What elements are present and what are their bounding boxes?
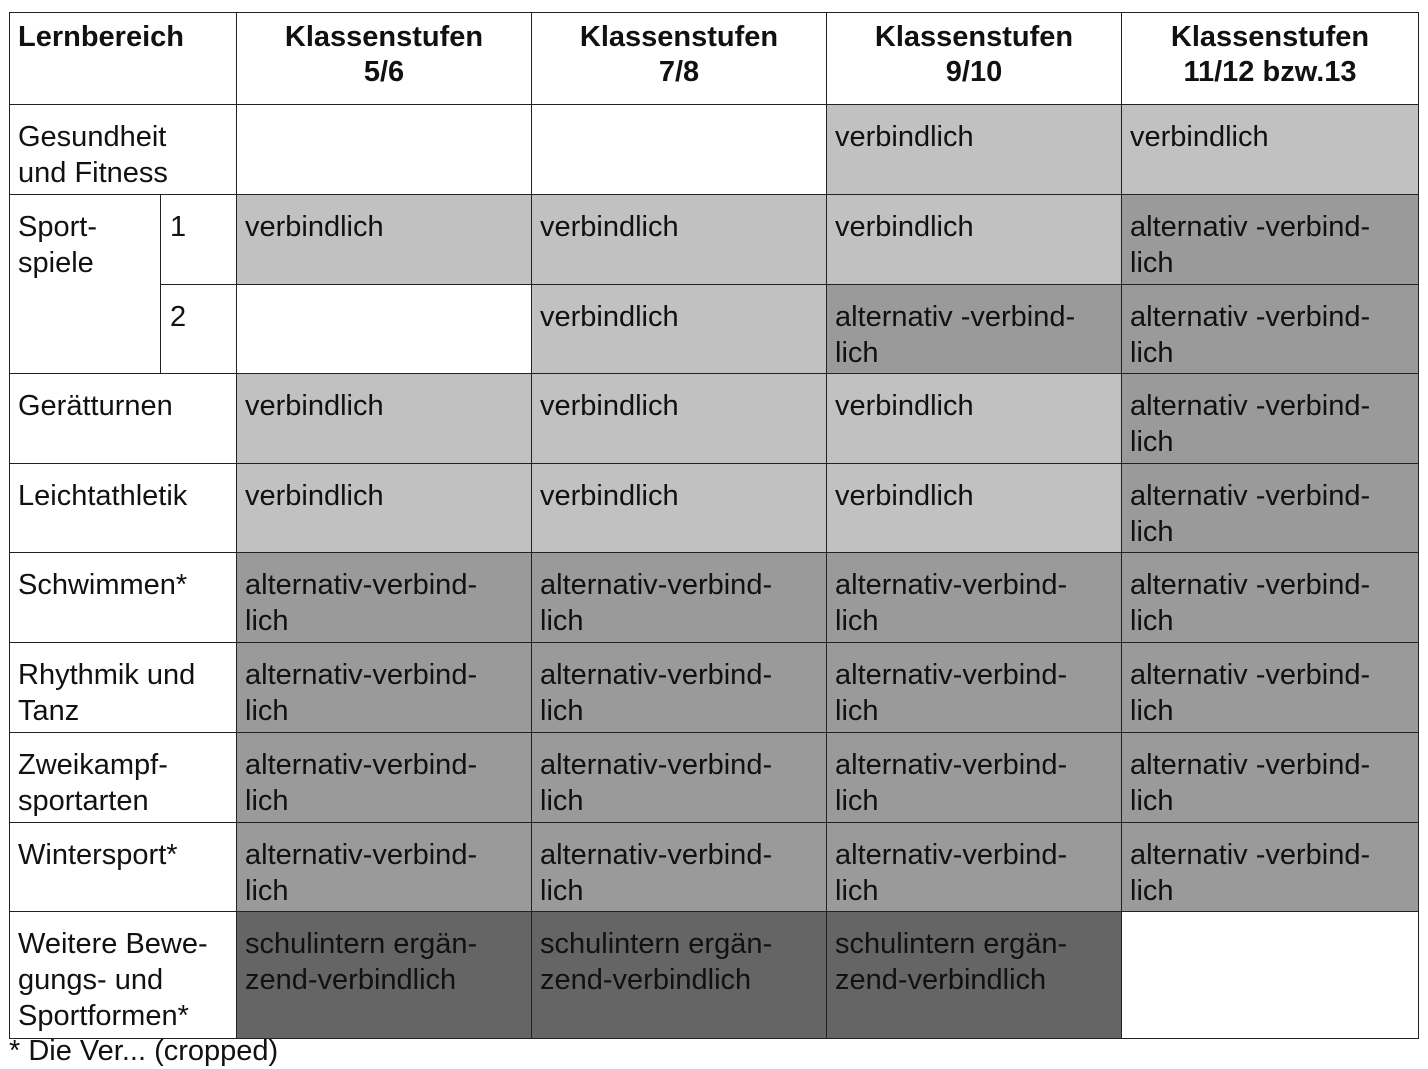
row-label-geraetturnen: Gerätturnen: [10, 374, 237, 464]
row-label-wintersport: Wintersport*: [10, 823, 237, 912]
footnote-cropped: [9, 1035, 1418, 1067]
cell-zweikampf-7-8: alternativ-verbind- lich: [532, 733, 827, 823]
cell-zweikampf-5-6: alternativ-verbind- lich: [237, 733, 532, 823]
row-label-rhythmik: Rhythmik und Tanz: [10, 643, 237, 733]
cell-sportspiele-1-5-6: verbindlich: [237, 195, 532, 285]
header-klassenstufen-5-6: Klassenstufen 5/6: [237, 13, 532, 105]
cell-leichtathletik-11-12: alternativ -verbind- lich: [1122, 464, 1419, 553]
cell-weitere-7-8: schulintern ergän- zend-verbindlich: [532, 912, 827, 1039]
cell-rhythmik-11-12: alternativ -verbind- lich: [1122, 643, 1419, 733]
cell-gesundheit-9-10: verbindlich: [827, 105, 1122, 195]
cell-geraetturnen-5-6: verbindlich: [237, 374, 532, 464]
cell-geraetturnen-7-8: verbindlich: [532, 374, 827, 464]
cell-geraetturnen-11-12: alternativ -verbind- lich: [1122, 374, 1419, 464]
cell-sportspiele-1-7-8: verbindlich: [532, 195, 827, 285]
row-leichtathletik: [10, 464, 1419, 553]
row-label-weitere: Weitere Bewe- gungs- und Sportformen*: [10, 912, 237, 1039]
cell-weitere-5-6: schulintern ergän- zend-verbindlich: [237, 912, 532, 1039]
cell-schwimmen-11-12: alternativ -verbind- lich: [1122, 553, 1419, 643]
lernbereich-table: [9, 12, 1419, 1039]
cell-sportspiele-2-9-10: alternativ -verbind- lich: [827, 285, 1122, 374]
row-sportspiele-2: [10, 285, 1419, 374]
row-weitere: [10, 912, 1419, 1039]
cell-geraetturnen-9-10: verbindlich: [827, 374, 1122, 464]
row-label-schwimmen: Schwimmen*: [10, 553, 237, 643]
cell-wintersport-11-12: alternativ -verbind- lich: [1122, 823, 1419, 912]
row-label-sportspiele: Sport- spiele: [10, 195, 161, 374]
row-gesundheit: [10, 105, 1419, 195]
cell-wintersport-7-8: alternativ-verbind- lich: [532, 823, 827, 912]
cell-schwimmen-5-6: alternativ-verbind- lich: [237, 553, 532, 643]
header-klassenstufen-11-12: Klassenstufen 11/12 bzw.13: [1122, 13, 1419, 105]
cell-sportspiele-2-7-8: verbindlich: [532, 285, 827, 374]
row-label-zweikampf: Zweikampf- sportarten: [10, 733, 237, 823]
cell-leichtathletik-5-6: verbindlich: [237, 464, 532, 553]
row-label-leichtathletik: Leichtathletik: [10, 464, 237, 553]
cell-gesundheit-5-6: [237, 105, 532, 195]
row-sportspiele-1: [10, 195, 1419, 285]
row-rhythmik: [10, 643, 1419, 733]
header-klassenstufen-7-8: Klassenstufen 7/8: [532, 13, 827, 105]
header-row: [10, 13, 1419, 105]
row-zweikampf: [10, 733, 1419, 823]
cell-weitere-11-12: [1122, 912, 1419, 1039]
cell-sportspiele-2-5-6: [237, 285, 532, 374]
cell-schwimmen-9-10: alternativ-verbind- lich: [827, 553, 1122, 643]
footnote-text: * Die Ver... (cropped): [9, 1035, 279, 1067]
cell-rhythmik-5-6: alternativ-verbind- lich: [237, 643, 532, 733]
header-lernbereich: Lernbereich: [10, 13, 237, 105]
cell-sportspiele-1-11-12: alternativ -verbind- lich: [1122, 195, 1419, 285]
row-schwimmen: [10, 553, 1419, 643]
row-label-gesundheit: Gesundheit und Fitness: [10, 105, 237, 195]
cell-schwimmen-7-8: alternativ-verbind- lich: [532, 553, 827, 643]
sportspiele-sub-number-1: 1: [161, 195, 237, 285]
cell-wintersport-9-10: alternativ-verbind- lich: [827, 823, 1122, 912]
cell-weitere-9-10: schulintern ergän- zend-verbindlich: [827, 912, 1122, 1039]
cell-gesundheit-7-8: [532, 105, 827, 195]
cell-leichtathletik-7-8: verbindlich: [532, 464, 827, 553]
row-wintersport: [10, 823, 1419, 912]
cell-sportspiele-2-11-12: alternativ -verbind- lich: [1122, 285, 1419, 374]
cell-leichtathletik-9-10: verbindlich: [827, 464, 1122, 553]
cell-zweikampf-11-12: alternativ -verbind- lich: [1122, 733, 1419, 823]
cell-gesundheit-11-12: verbindlich: [1122, 105, 1419, 195]
sportspiele-sub-number-2: 2: [161, 285, 237, 374]
cell-zweikampf-9-10: alternativ-verbind- lich: [827, 733, 1122, 823]
cell-rhythmik-9-10: alternativ-verbind- lich: [827, 643, 1122, 733]
cell-wintersport-5-6: alternativ-verbind- lich: [237, 823, 532, 912]
row-geraetturnen: [10, 374, 1419, 464]
cell-sportspiele-1-9-10: verbindlich: [827, 195, 1122, 285]
header-klassenstufen-9-10: Klassenstufen 9/10: [827, 13, 1122, 105]
cell-rhythmik-7-8: alternativ-verbind- lich: [532, 643, 827, 733]
